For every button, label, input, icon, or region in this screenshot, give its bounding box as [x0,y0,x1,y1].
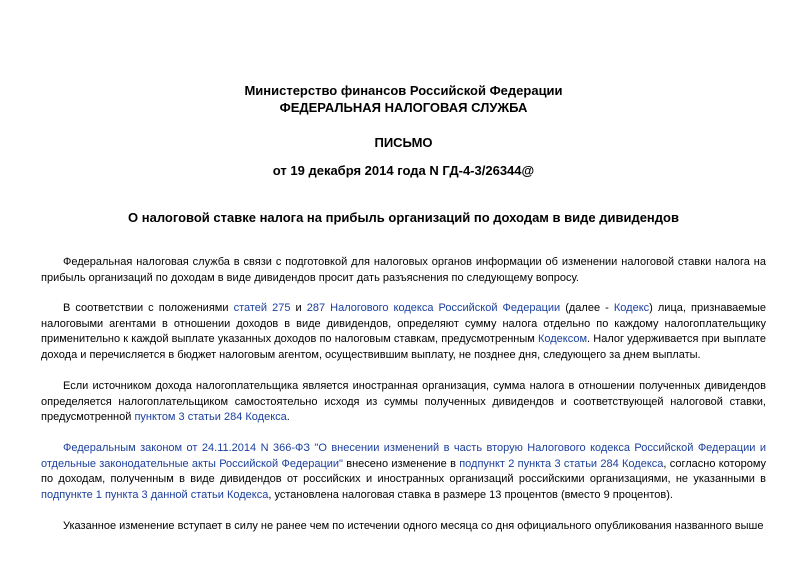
paragraph-4-text-3: , установлена налоговая ставка в размере 13 процентов (вместо 9 процентов). [268,488,673,501]
document-subject: О налоговой ставке налога на прибыль организаций по доходам в виде дивидендов [128,210,679,225]
paragraph-3-text-2: . [286,411,290,423]
link-subpoint-2-point-3-article-284[interactable]: подпункт 2 пункта 3 статьи 284 Кодекса [459,457,664,470]
paragraph-5 [41,519,766,535]
paragraph-3-text-1: Если источником дохода налогоплательщика является иностранная организация, сумма налога в отношении полученных дивидендов определяется налогоплательщиком самостоятельно исходя из суммы полученных дивидендов и соответствующей налоговой ставки, предусмотренной [41,380,766,423]
paragraph-1-text: Федеральная налоговая служба в связи с подготовкой для налоговых органов информации об изменении налоговой ставки налога на прибыль организаций по доходам в виде дивидендов просит дать разъяснения по следующему вопросу. [41,256,766,284]
paragraph-5-text: Указанное изменение вступает в силу не ранее чем по истечении одного месяца со дня официального опубликования названного выше [63,520,764,532]
link-code-2[interactable]: Кодексом [537,333,588,345]
paragraph-2-text-1: В соответствии с положениями [63,302,234,314]
paragraph-2-text-3: (далее - [560,302,614,314]
paragraph-4-text-1: внесено изменение в [342,457,460,470]
link-code[interactable]: Кодекс [613,302,650,314]
paragraph-4-text-2: , согласно которому по доходам, полученным в виде дивидендов от российских и иностранных организаций российскими организациями, не указанными в [41,457,767,485]
service-heading: ФЕДЕРАЛЬНАЯ НАЛОГОВАЯ СЛУЖБА [279,100,528,115]
paragraph-4 [41,441,766,503]
paragraph-2 [41,301,766,363]
link-article-287-tax-code[interactable]: 287 Налогового кодекса Российской Федерации [306,302,561,314]
document-type-heading: ПИСЬМО [374,135,433,150]
paragraph-1 [41,255,766,286]
link-federal-law-366[interactable]: Федеральным законом от 24.11.2014 N 366-ФЗ "О внесении изменений в часть вторую Налогового кодекса Российской Федерации и отдельные законодательные акты Российской Федерации" [41,442,766,470]
ministry-heading: Министерство финансов Российской Федерации [244,83,563,98]
link-subpoint-1-point-3[interactable]: подпункте 1 пункта 3 данной статьи Кодекса [41,488,269,501]
paragraph-2-text-4: ) лица, признаваемые налоговыми агентами в отношении доходов в виде дивидендов, определяют сумму налога отдельно по каждому налогоплательщику применительно к каждой выплате указанных доходов по налоговым ставкам, предусмотренным [41,302,766,345]
paragraph-3 [41,379,766,426]
document-date-number: от 19 декабря 2014 года N ГД-4-3/26344@ [272,163,535,178]
link-article-275[interactable]: статей 275 [233,302,291,314]
paragraph-2-text-5: . Налог удерживается при выплате дохода и перечисляется в бюджет налоговым агентом, осуществившим выплату, не позднее дня, следующего за днем выплаты. [41,333,766,361]
link-point-3-article-284[interactable]: пунктом 3 статьи 284 Кодекса [134,411,287,423]
paragraph-2-text-2: и [290,302,307,314]
